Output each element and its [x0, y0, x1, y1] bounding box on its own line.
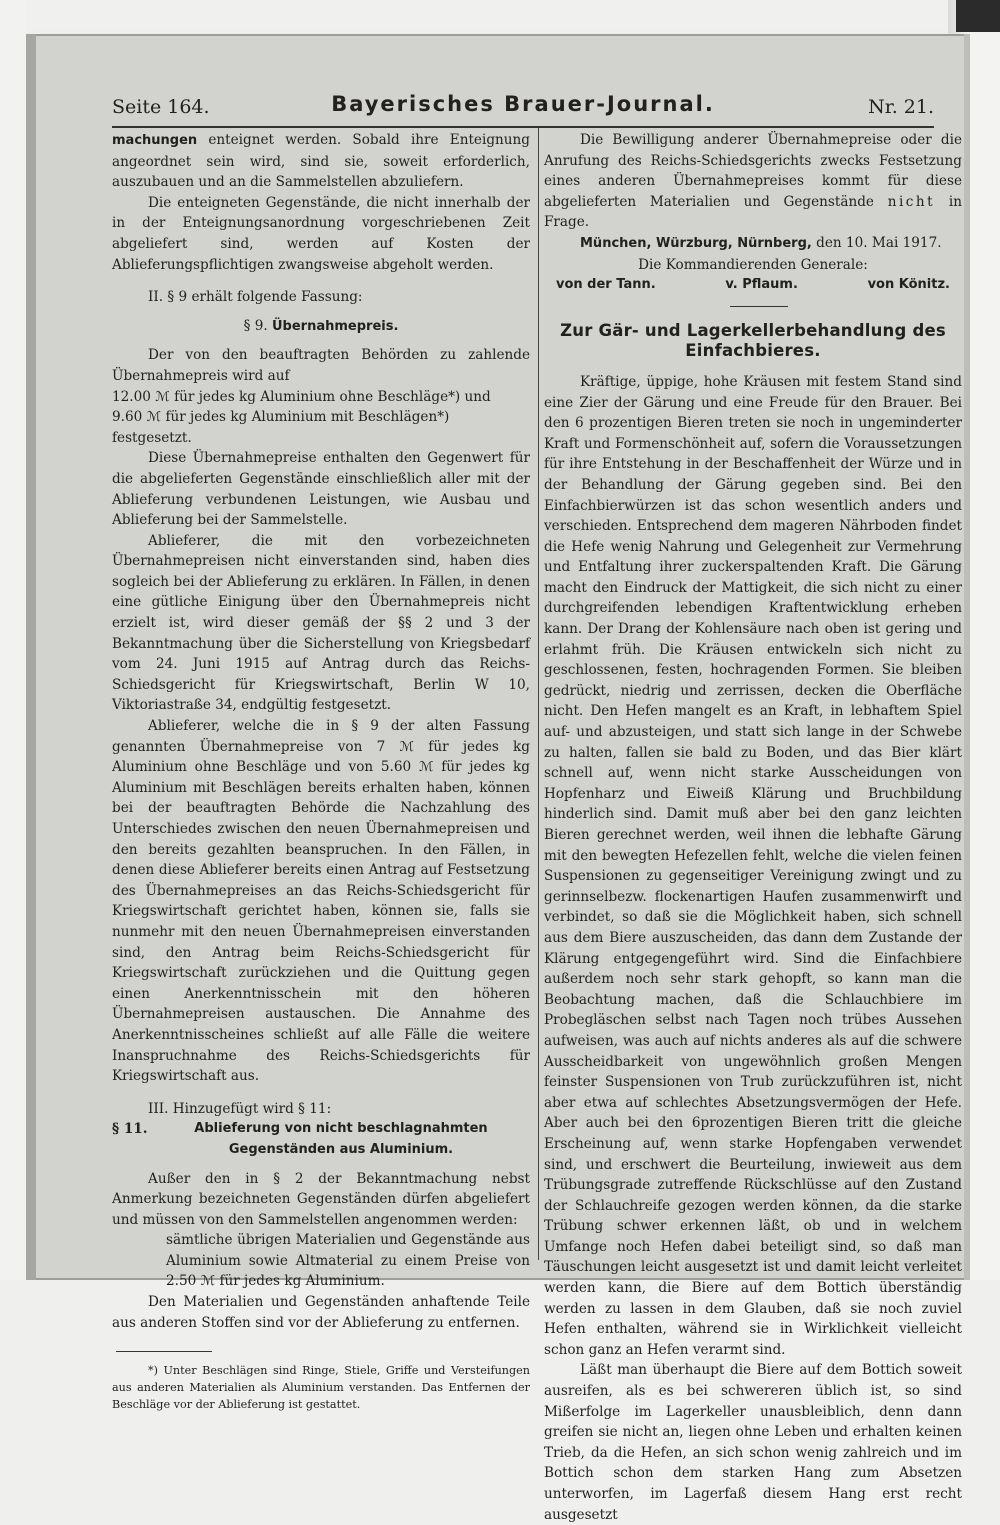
paragraph: Ablieferer, welche die in § 9 der alten Fassung genannten Übernahmepreise von 7 ℳ für jedes kg Aluminium ohne Beschläge und von 5.60 ℳ für jedes kg Aluminium mit Beschlägen bereits erhalten haben, können bei der beauftragten Behörde die Nachzahlung des Unterschiedes zwischen den neuen Übernahmepreisen und den bereits gezahlten beanspruchen. In den Fällen, in denen diese Ablieferer bereits einen Antrag auf Festsetzung des Übernahmepreises an das Reichs-Schiedsgericht für Kriegswirtschaft gerichtet haben, können sie, falls sie nunmehr mit den neuen Übernahmepreisen einverstanden sind, den Antrag beim Reichs-Schiedsgericht für Kriegswirtschaft zurückziehen und die Quittung gegen einen Anerkenntnisschein mit den höheren Übernahmepreisen austauschen. Die Annahme des Anerkenntnisscheines schließt auf alle Fälle die weitere Inanspruchnahme des Reichs-Schiedsgerichts für Kriegswirtschaft aus. [112, 718, 530, 1085]
section-heading: III. Hinzugefügt wird § 11: [148, 1100, 332, 1117]
signature: v. Pflaum. [725, 277, 798, 293]
paragraph: Den Materialien und Gegenständen anhaftende Teile aus anderen Stoffen sind vor der Ablieferung zu entfernen. [112, 1294, 530, 1331]
paragraph-text: Die Bewilligung anderer Übernahmepreise oder die Anrufung des Reichs-Schiedsgerichts zwecks Festsetzung eines anderen Übernahmepreises kommt für diese abgelieferten Materialien und Gegenstände [544, 132, 962, 210]
paragraph: festgesetzt. [112, 429, 192, 446]
bold-word: machungen [112, 133, 198, 148]
paragraph: Läßt man überhaupt die Biere auf dem Bottich soweit ausreifen, als es bei schwereren üblich ist, so sind Mißerfolge im Lagerkeller unausbleiblich, denn dann greifen sie nicht an, liegen ohne Leben und erhalten keinen Trieb, da die Hefen, an sich schon wenig zahlreich und im Bottich schon dem starken Hang zum Absetzen unterworfen, im Lagerfaß diesem Hang erst recht ausgesetzt [544, 1362, 962, 1523]
dateline-places: München, Würzburg, Nürnberg, [580, 235, 812, 251]
paragraph [112, 130, 530, 193]
separator-rule [730, 306, 788, 307]
signature: von Könitz. [867, 277, 950, 293]
paragraph: Ablieferer, die mit den vorbezeichneten Übernahmepreisen nicht einverstanden sind, haben dies sogleich bei der Ablieferung zu erklären. In Fällen, in denen eine gütliche Einigung über den Übernahmepreis nicht erzielt ist, wird dieser gemäß der §§ 2 und 3 der Bekanntmachung über die Sicherstellung von Kriegsbedarf vom 24. Juni 1915 auf Antrag durch das Reichs-Schiedsgericht für Kriegswirtschaft, Berlin W 10, Viktoriastraße 34, endgültig festgesetzt. [112, 532, 530, 714]
amount-line: 9.60 ℳ für jedes kg Aluminium mit Beschlägen*) [112, 409, 450, 426]
article-title: Zur Gär- und Lagerkellerbehandlung des Einfachbieres. [560, 320, 946, 361]
section-title [112, 1119, 530, 1160]
paragraph-text: in Frage. [544, 193, 962, 231]
amount-line: 12.00 ℳ für jedes kg Aluminium ohne Beschläge*) und [112, 388, 491, 405]
paragraph-text: enteignet werden. Sobald ihre Enteignung angeordnet sein wird, sind sie, soweit erforderlich, auszubauen und an die Sammelstellen abzuliefern. [112, 132, 530, 191]
journal-title: Bayerisches Brauer-Journal. [331, 92, 715, 116]
spaced-word: nicht [887, 193, 936, 210]
footnote: *) Unter Beschlägen sind Ringe, Stiele, Griffe und Versteifungen aus anderen Materialien als Aluminium verstanden. Das Entfernen der Beschläge vor der Ablieferung ist gestattet. [112, 1364, 530, 1412]
generals-line: Die Kommandierenden Generale: [638, 256, 868, 273]
section-title [112, 316, 530, 338]
section-number: § 9. [243, 317, 268, 334]
signature: von der Tann. [556, 277, 656, 293]
issue-number: Nr. 21. [868, 96, 934, 118]
scan-background-left [0, 0, 26, 1280]
page-header [112, 92, 934, 122]
dateline [544, 233, 962, 255]
footnote-rule [116, 1351, 212, 1352]
section-title-text: Übernahmepreis. [272, 318, 399, 334]
column-divider [538, 128, 539, 1260]
dateline-date: den 10. Mai 1917. [811, 234, 942, 251]
paragraph: Außer den in § 2 der Bekanntmachung nebst Anmerkung bezeichneten Gegenständen dürfen abgeliefert und müssen von den Sammelstellen angenommen werden: [112, 1170, 530, 1228]
scan-background-top [0, 0, 1000, 30]
paragraph: Diese Übernahmepreise enthalten den Gegenwert für die abgelieferten Gegenstände einschließlich aller mit der Ablieferung verbundenen Leistungen, wie Ausbau und Ablieferung bei der Sammelstelle. [112, 450, 530, 529]
paragraph: Kräftige, üppige, hohe Kräusen mit festem Stand sind eine Zier der Gärung und eine Freude für den Brauer. Bei den 6 prozentigen Bieren treten sie noch in ungeminderter Kraft und Formenschönheit auf, sofern die Voraussetzungen für ihre Entstehung in der Beschaffenheit der Würze und in der Behandlung der Gärung gegeben sind. Bei den Einfachbierwürzen ist das schon wesentlich anders und verschieden. Entsprechend dem mageren Nährboden findet die Hefe wenig Nahrung und Gelegenheit zur Vermehrung und Entfaltung ihrer zuckerspaltenden Kraft. Die Gärung macht den Eindruck der Mattigkeit, die sich nicht zu einer durchgreifenden lebendigen Kraftentwicklung erheben kann. Der Drang der Kohlensäure nach oben ist gering und erlahmt früh. Die Kräusen entwickeln sich nicht zu geschlossenen, festen, hochragenden Formen. Sie bleiben gedrückt, niedrig und zerrissen, decken die Oberfläche nicht. Den Hefen mangelt es an Kraft, in lebhaftem Spiel auf- und abzusteigen, und statt sich lange in der Schwebe zu halten, fallen sie bald zu Boden, und das Bier klärt schnell auf, wenn nicht starke Ausscheidungen von Hopfenharz und Eiweiß Klärung und Bruchbildung hinderlich sind. Damit muß aber bei den ganz leichten Bieren gerechnet werden, weil ihnen die lebhafte Gärung mit den bewegten Hefezellen fehlt, welche die vielen feinen Suspensionen zu gegenseitiger Vereinigung zwingt und zu gerinnselbezw. flockenartigen Haufen zusammenwirft und verbindet, so daß sie die Möglichkeit haben, sich schnell aus dem Biere auszuscheiden, das dann dem Zustande der Klärung entgegengeführt wird. Sind die Einfachbiere außerdem noch sehr stark gehopft, so kann man die Beobachtung machen, daß die Schlauchbiere im Probegläschen selbst nach Tagen noch trübes Aussehen aufweisen, was auch auf nichts anderes als auf die schwere Ausscheidbarkeit von ungewöhnlich großen Mengen feinster Suspensionen von Trub zurückzuführen ist, nicht aber etwa auf schlechtes Absetzungsvermögen der Hefe. Aber auch bei den 6prozentigen Bieren tritt die gleiche Erscheinung auf, wenn starke Hopfengaben verwendet sind, und erschwert die Beurteilung, inwieweit aus dem Trübungsgrade zutreffende Rückschlüsse auf den Zustand der Schlauchreife gezogen werden können, da die starke Trübung schwer erkennen läßt, ob und in welchem Umfange noch Hefen dabei beteiligt sind, so daß man Täuschungen leicht ausgesetzt ist und damit leicht verleitet werden kann, die Biere auf dem Bottich überständig werden zu lassen in dem Glauben, daß sie noch zuviel Hefen enthalten, während sie in Wirklichkeit vielleicht schon ganz an Hefen verarmt sind. [544, 373, 962, 1358]
paragraph: Der von den beauftragten Behörden zu zahlende Übernahmepreis wird auf [112, 347, 530, 384]
scan-corner-tab [956, 0, 1000, 32]
paragraph [544, 130, 962, 233]
section-heading: II. § 9 erhält folgende Fassung: [148, 289, 363, 306]
section-number: § 11. [112, 1121, 148, 1138]
paragraph: Die enteigneten Gegenstände, die nicht innerhalb der in der Enteignungsanordnung vorgeschriebenen Zeit abgeliefert sind, werden auf Kosten der Ablieferungspflichtigen zwangsweise abgeholt werden. [112, 194, 530, 273]
section-title-text: Ablieferung von nicht beschlagnahmten Gegenständen aus Aluminium. [194, 1121, 488, 1157]
left-column [112, 130, 530, 1413]
header-rule [112, 126, 934, 128]
paragraph: sämtliche übrigen Materialien und Gegenstände aus Aluminium sowie Altmaterial zu einem Preise von 2.50 ℳ für jedes kg Aluminium. [166, 1232, 530, 1290]
page-number: Seite 164. [112, 96, 210, 118]
right-column [544, 130, 962, 1525]
signatures [544, 275, 962, 296]
